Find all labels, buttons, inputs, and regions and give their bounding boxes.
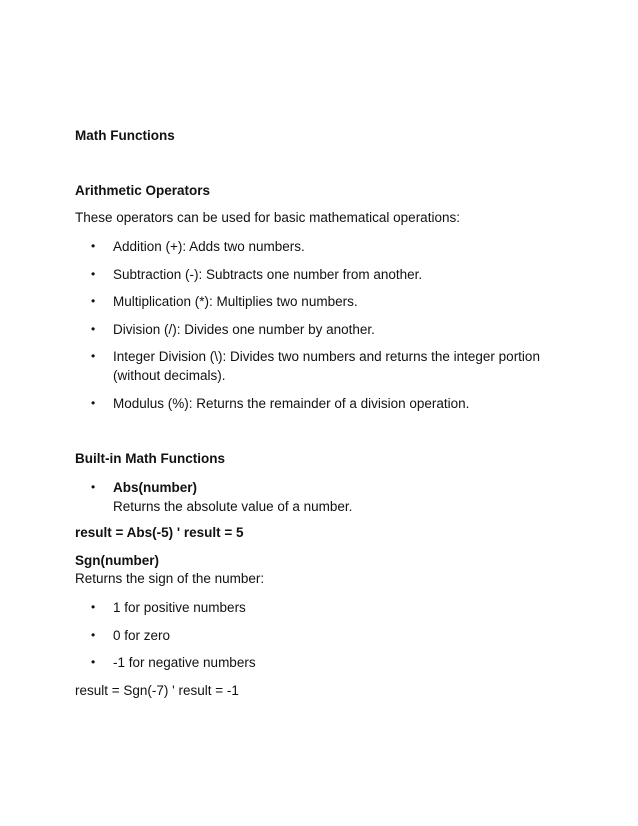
list-item-text: Addition (+): Adds two numbers. bbox=[113, 239, 305, 254]
sgn-example: result = Sgn(-7) ' result = -1 bbox=[75, 683, 239, 698]
list-item-text: Division (/): Divides one number by another. bbox=[113, 321, 375, 337]
list-item bbox=[75, 347, 583, 385]
builtin-heading: Built-in Math Functions bbox=[75, 451, 225, 466]
list-item bbox=[75, 237, 583, 256]
abs-list bbox=[75, 478, 352, 516]
bullet-icon: • bbox=[91, 655, 96, 669]
bullet-icon: • bbox=[91, 294, 96, 308]
bullet-icon: • bbox=[91, 239, 96, 253]
sgn-function-name: Sgn(number) bbox=[75, 553, 159, 568]
list-item bbox=[75, 478, 352, 516]
bullet-icon: • bbox=[91, 395, 96, 410]
bullet-icon: • bbox=[91, 600, 96, 614]
list-item-text: Modulus (%): Returns the remainder of a division operation. bbox=[113, 395, 470, 411]
list-item bbox=[75, 292, 583, 311]
arithmetic-intro: These operators can be used for basic mathematical operations: bbox=[75, 210, 460, 225]
bullet-icon: • bbox=[91, 627, 96, 642]
abs-example: result = Abs(-5) ' result = 5 bbox=[75, 525, 244, 540]
bullet-icon: • bbox=[91, 480, 96, 494]
bullet-icon: • bbox=[91, 321, 96, 336]
sgn-list bbox=[75, 598, 256, 681]
list-item bbox=[75, 394, 583, 413]
list-item-text: Integer Division (\): Divides two numbers and returns the integer portion (without decimals). bbox=[113, 349, 540, 383]
list-item bbox=[75, 598, 256, 617]
list-item-text: 1 for positive numbers bbox=[113, 600, 246, 615]
list-item bbox=[75, 265, 583, 284]
list-item bbox=[75, 653, 256, 672]
sgn-description: Returns the sign of the number: bbox=[75, 571, 265, 586]
list-item bbox=[75, 320, 583, 339]
list-item bbox=[75, 626, 256, 645]
list-item-text: Subtraction (-): Subtracts one number from another. bbox=[113, 266, 423, 282]
abs-function-name: Abs(number) bbox=[113, 480, 197, 495]
arithmetic-list bbox=[75, 237, 583, 421]
list-item-text: 0 for zero bbox=[113, 627, 171, 643]
list-item-text: -1 for negative numbers bbox=[113, 655, 256, 670]
bullet-icon: • bbox=[91, 349, 96, 363]
page-title: Math Functions bbox=[75, 128, 175, 143]
bullet-icon: • bbox=[91, 266, 96, 281]
abs-description: Returns the absolute value of a number. bbox=[113, 499, 353, 514]
arithmetic-heading: Arithmetic Operators bbox=[75, 183, 211, 198]
list-item-text: Multiplication (*): Multiplies two numbers. bbox=[113, 294, 358, 309]
